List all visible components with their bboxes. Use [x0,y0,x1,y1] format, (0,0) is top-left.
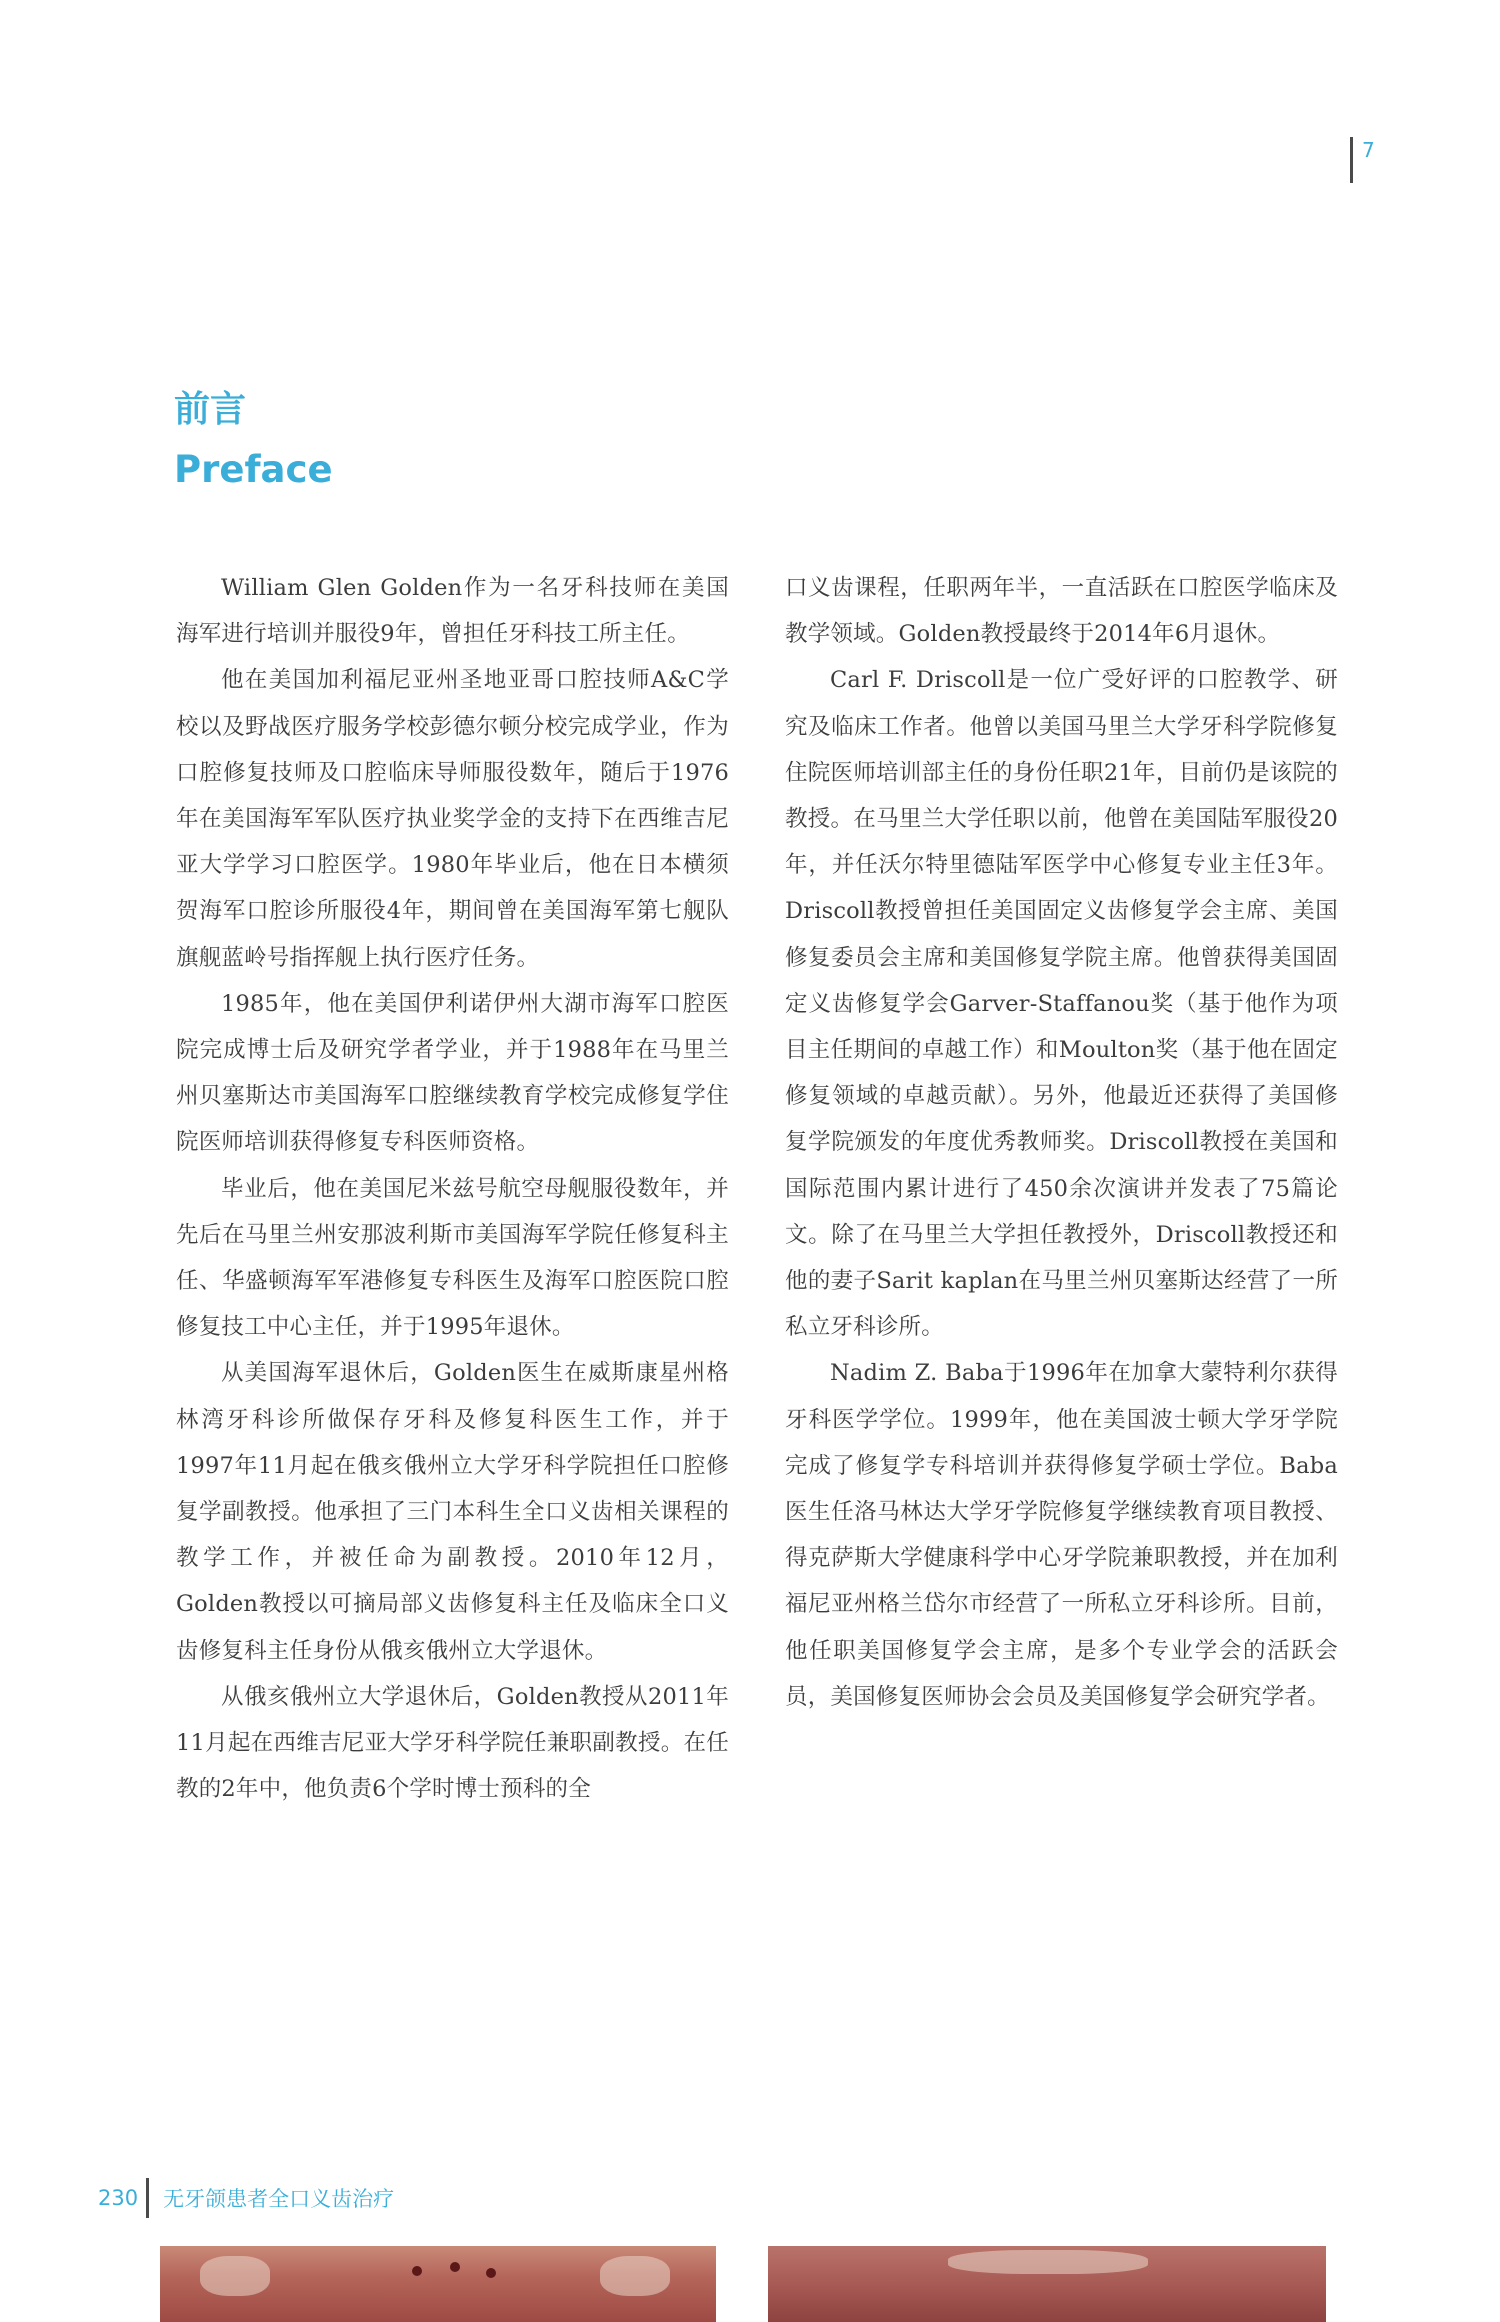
clinical-photo-left [160,2246,716,2322]
clinical-photo-right [768,2246,1326,2322]
paragraph: 1985年，他在美国伊利诺伊州大湖市海军口腔医院完成博士后及研究学者学业，并于1988年在马里兰州贝塞斯达市美国海军口腔继续教育学校完成修复学住院医师培训获得修复专科医师资格。 [176,990,729,1156]
paragraph: 从美国海军退休后，Golden医生在威斯康星州格林湾牙科诊所做保存牙科及修复科医生工作，并于1997年11月起在俄亥俄州立大学牙科学院担任口腔修复学副教授。他承担了三门本科生全口义齿相关课程的教学工作，并被任命为副教授。2010年12月，Golden教授以可摘局部义齿修复科主任及临床全口义齿修复科主任身份从俄亥俄州立大学退休。 [176,1360,729,1664]
paragraph: Carl F. Driscoll是一位广受好评的口腔教学、研究及临床工作者。他曾以美国马里兰大学牙科学院修复住院医师培训部主任的身份任职21年，目前仍是该院的教授。在马里兰大学任职以前，他曾在美国陆军服役20年，并任沃尔特里德陆军医学中心修复专业主任3年。Driscoll教授曾担任美国固定义齿修复学会主席、美国修复委员会主席和美国修复学院主席。他曾获得美国固定义齿修复学会Garver-Staffanou奖（基于他作为项目主任期间的卓越工作）和Moulton奖（基于他在固定修复领域的卓越贡献）。另外，他最近还获得了美国修复学院颁发的年度优秀教师奖。Driscoll教授在美国和国际范围内累计进行了450余次演讲并发表了75篇论文。除了在马里兰大学担任教授外，Driscoll教授还和他的妻子Sarit kaplan在马里兰州贝塞斯达经营了一所私立牙科诊所。 [785,667,1338,1341]
paragraph: Nadim Z. Baba于1996年在加拿大蒙特利尔获得牙科医学学位。1999年，他在美国波士顿大学牙学院完成了修复学专科培训并获得修复学硕士学位。Baba医生任洛马林达大学牙学院修复学继续教育项目教授、得克萨斯大学健康科学中心牙学院兼职教授，并在加利福尼亚州格兰岱尔市经营了一所私立牙科诊所。目前，他任职美国修复学会主席，是多个专业学会的活跃会员，美国修复医师协会会员及美国修复学会研究学者。 [785,1360,1338,1710]
title-chinese: 前言 [174,389,247,430]
gum-highlight [200,2256,270,2296]
page-number: 7 [1350,137,1375,183]
footer [98,2178,394,2218]
footer-book-title: 无牙颌患者全口义齿治疗 [163,2187,395,2211]
implant-spot [450,2262,460,2272]
footer-page-number: 230 [98,2186,139,2210]
paragraph-continuation: 口义齿课程，任职两年半，一直活跃在口腔医学临床及教学领域。Golden教授最终于2014年6月退休。 [785,575,1338,648]
paragraph: 从俄亥俄州立大学退休后，Golden教授从2011年11月起在西维吉尼亚大学牙科学院任兼职副教授。在任教的2年中，他负责6个学时博士预科的全 [176,1683,729,1803]
paragraph: 他在美国加利福尼亚州圣地亚哥口腔技师A&C学校以及野战医疗服务学校彭德尔顿分校完成学业，作为口腔修复技师及口腔临床导师服役数年，随后于1976年在美国海军军队医疗执业奖学金的支持下在西维吉尼亚大学学习口腔医学。1980年毕业后，他在日本横须贺海军口腔诊所服役4年，期间曾在美国海军第七舰队旗舰蓝岭号指挥舰上执行医疗任务。 [176,667,729,971]
paragraph: 毕业后，他在美国尼米兹号航空母舰服役数年，并先后在马里兰州安那波利斯市美国海军学院任修复科主任、华盛顿海军军港修复专科医生及海军口腔医院口腔修复技工中心主任，并于1995年退休。 [176,1175,729,1341]
footer-divider [146,2178,149,2218]
right-column [785,565,1338,1720]
implant-spot [486,2268,496,2278]
implant-spot [412,2266,422,2276]
title-english: Preface [174,448,333,491]
gum-highlight [600,2256,670,2296]
paragraph: William Glen Golden作为一名牙科技师在美国海军进行培训并服役9年，曾担任牙科技工所主任。 [176,575,729,648]
gum-highlight [948,2250,1148,2274]
left-column [176,565,729,1812]
